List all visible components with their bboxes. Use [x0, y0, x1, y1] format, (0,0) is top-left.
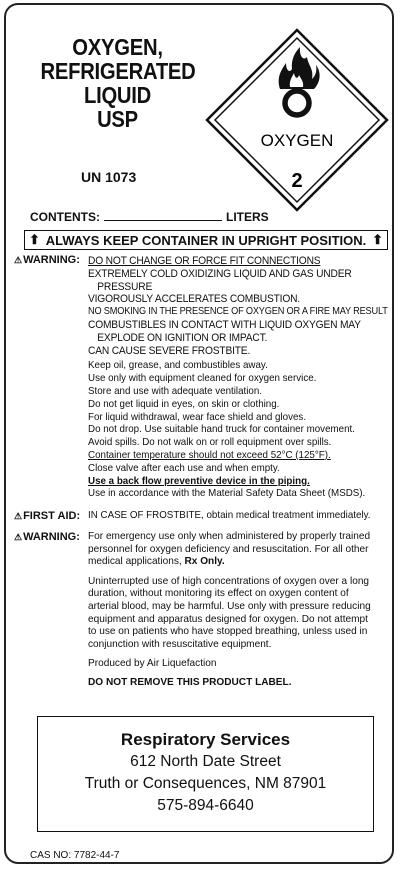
warning-line: NO SMOKING IN THE PRESENCE OF OXYGEN OR A FIRE MAY RESULT [88, 306, 388, 318]
paragraph-line: duration, without monitoring its effect on oxygen content of [88, 588, 349, 600]
paragraph-line: Uninterrupted use of high concentrations of oxygen over a long [88, 575, 370, 587]
product-label [4, 3, 394, 864]
produced-by: Produced by Air Liquefaction [88, 658, 217, 670]
instruction-line: Use in accordance with the Material Safety Data Sheet (MSDS). [88, 488, 366, 500]
instruction-line: Keep oil, grease, and combustibles away. [88, 360, 268, 372]
placard-class-number: 2 [291, 170, 303, 192]
paragraph-line: For emergency use only when administered by properly trained [88, 531, 371, 542]
instruction-line: Do not get liquid in eyes, on skin or clothing. [88, 398, 280, 410]
title-line-3: LIQUID [83, 82, 151, 108]
paragraph-line: conjunction with resuscitative equipment. [88, 638, 272, 650]
title-line-4: USP [97, 106, 138, 132]
instruction-line: Store and use with adequate ventilation. [88, 385, 263, 397]
warning-triangle-icon: ⚠ [14, 511, 23, 521]
contents-unit: LITERS [226, 210, 269, 224]
instruction-line: Use a back flow preventive device in the piping. [88, 475, 310, 487]
first-aid-heading-text: FIRST AID: [23, 510, 81, 522]
paragraph-line: to use on patients who have stopped breathing, unless used in [88, 626, 368, 638]
supplier-name: Respiratory Services [120, 730, 291, 749]
title-line-1: OXYGEN, [72, 34, 163, 60]
do-not-remove-notice: DO NOT REMOVE THIS PRODUCT LABEL. [88, 676, 292, 688]
warning-line: CAN CAUSE SEVERE FROSTBITE. [88, 344, 251, 357]
instruction-line: Use only with equipment cleaned for oxygen service. [88, 373, 317, 385]
warning-line: EXPLODE ON IGNITION OR IMPACT. [97, 331, 268, 344]
warning2-paragraph-2 [88, 576, 386, 652]
un-number: UN 1073 [81, 169, 137, 185]
first-aid-section [88, 510, 388, 523]
rx-only: Rx Only. [184, 556, 225, 568]
hazard-placard [204, 27, 390, 213]
up-arrow-icon: ⬆ [372, 232, 383, 247]
contents-field [30, 210, 269, 224]
paragraph-line: arterial blood, may be harmful. Use only with pressure reducing [88, 600, 371, 612]
warning-section [88, 255, 388, 501]
instruction-line: Avoid spills. Do not walk on or roll equipment over spills. [88, 437, 332, 449]
warning-triangle-icon: ⚠ [14, 255, 23, 265]
upright-banner-text: ALWAYS KEEP CONTAINER IN UPRIGHT POSITION. [45, 232, 367, 248]
instruction-line: Close valve after each use and when empty. [88, 462, 280, 474]
warning-line: PRESSURE [97, 280, 153, 293]
warning-line: COMBUSTIBLES IN CONTACT WITH LIQUID OXYGEN MAY [88, 318, 361, 331]
contents-blank-line [104, 210, 222, 221]
supplier-address-box [37, 716, 374, 832]
cas-number: CAS NO: 7782-44-7 [30, 850, 120, 861]
warning-triangle-icon: ⚠ [14, 532, 23, 542]
instruction-line: Do not drop. Use suitable hand truck for container movement. [88, 424, 355, 436]
paragraph-line: medical applications, [88, 556, 182, 568]
warning2-paragraph-1 [88, 531, 386, 569]
warning-line: DO NOT CHANGE OR FORCE FIT CONNECTIONS [88, 255, 321, 267]
supplier-city: Truth or Consequences, NM 87901 [84, 775, 327, 792]
first-aid-text: IN CASE OF FROSTBITE, obtain medical treatment immediately. [88, 510, 371, 521]
first-aid-heading [14, 510, 80, 522]
paragraph-line: personnel for oxygen deficiency and resuscitation. For all other [88, 543, 369, 555]
product-title [30, 35, 205, 131]
warning-line: EXTREMELY COLD OXIDIZING LIQUID AND GAS UNDER [88, 267, 352, 280]
upright-banner [24, 230, 388, 250]
warning-heading [14, 254, 80, 266]
supplier-phone: 575-894-6640 [157, 797, 254, 814]
warning2-heading-text: WARNING: [23, 531, 80, 543]
warning2-section [88, 531, 388, 690]
supplier-street: 612 North Date Street [130, 753, 281, 770]
contents-label: CONTENTS: [30, 210, 100, 224]
up-arrow-icon: ⬆ [29, 232, 40, 247]
warning2-heading [14, 531, 80, 543]
warning-line: VIGOROUSLY ACCELERATES COMBUSTION. [88, 293, 300, 306]
paragraph-line: equipment and apparatus designed for oxygen. Do not attempt [88, 613, 368, 625]
instruction-line: For liquid withdrawal, wear face shield and gloves. [88, 411, 307, 423]
warning-heading-text: WARNING: [23, 254, 80, 266]
placard-name: OXYGEN [260, 131, 334, 150]
instruction-line: Container temperature should not exceed 52°C (125°F). [88, 449, 331, 461]
title-line-2: REFRIGERATED [40, 58, 196, 84]
